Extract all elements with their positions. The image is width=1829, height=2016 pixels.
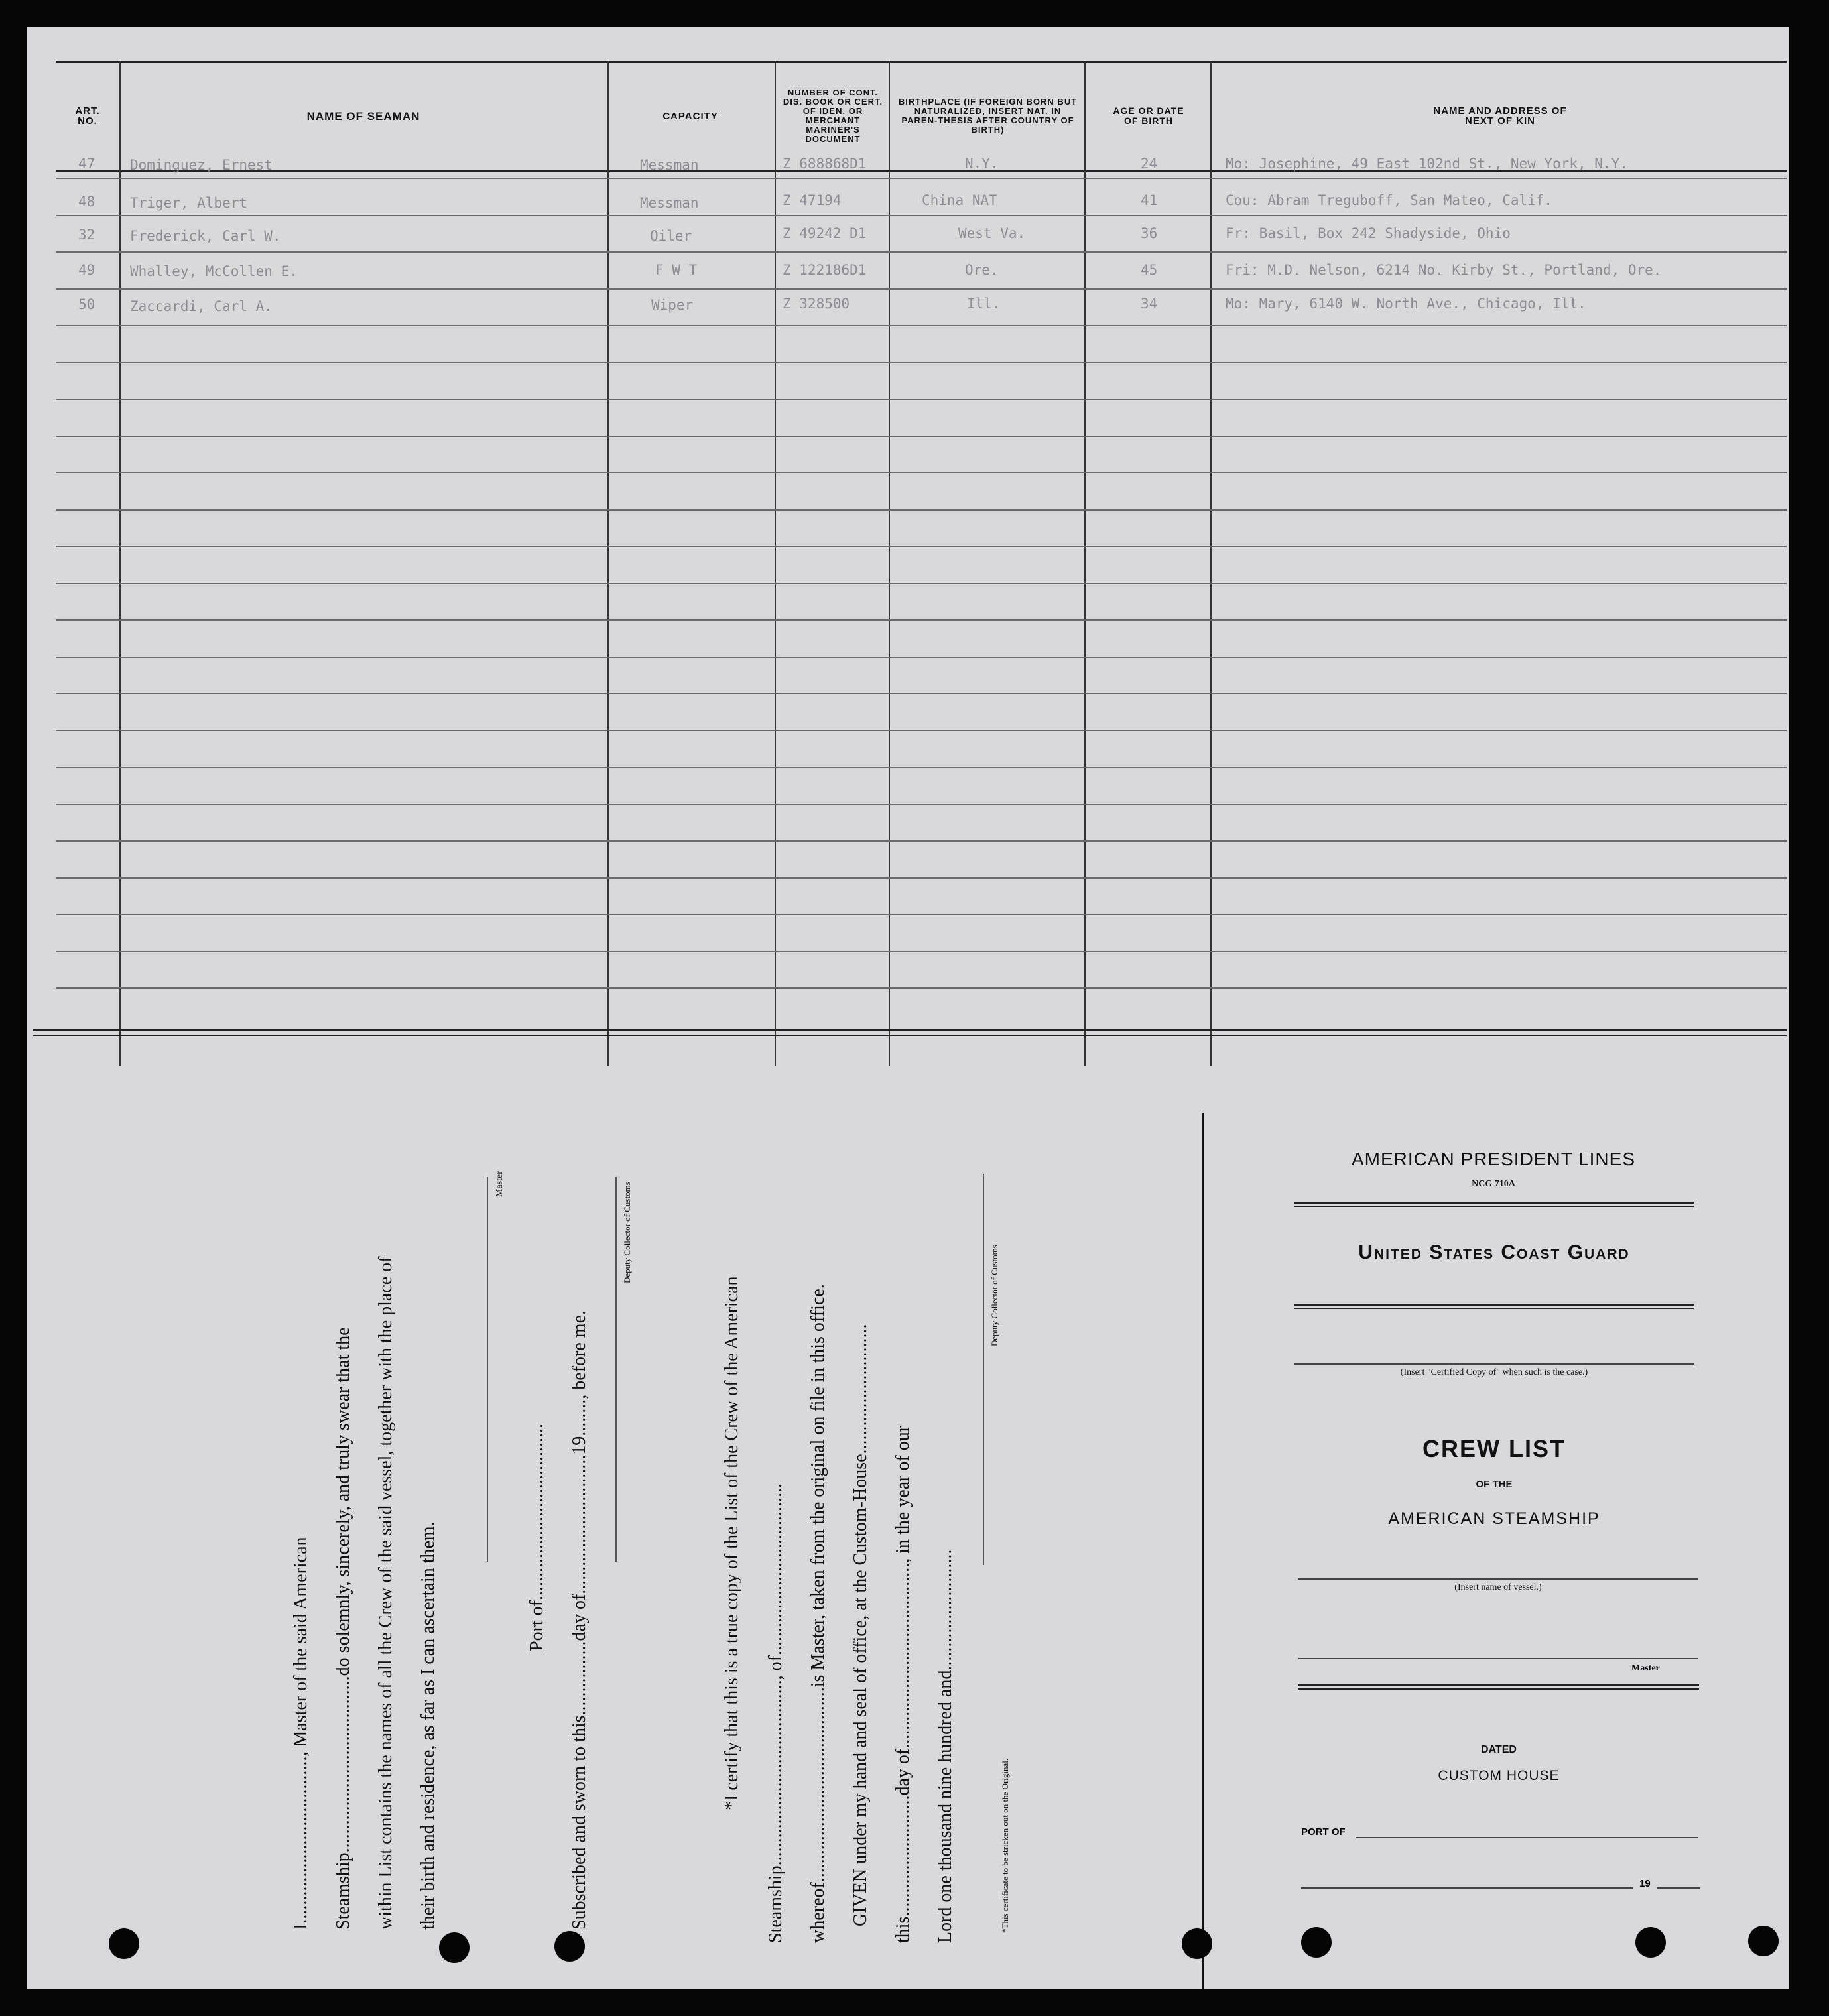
punch-hole	[1635, 1927, 1666, 1958]
row-rule	[56, 288, 1787, 290]
cell-kin: Fri: M.D. Nelson, 6214 No. Kirby St., Portland, Ore.	[1226, 262, 1662, 278]
cell-birthplace: China NAT	[922, 192, 997, 208]
row-rule	[56, 325, 1787, 326]
cell-kin: Cou: Abram Treguboff, San Mateo, Calif.	[1226, 192, 1553, 208]
oath-deputy-signature-line	[615, 1177, 617, 1562]
certificate-deputy-signature-line	[983, 1174, 984, 1565]
cover-rule	[1294, 1202, 1694, 1204]
oath-master-label: Master	[495, 1171, 505, 1197]
col-line	[775, 61, 776, 1066]
cell-kin: Mo: Mary, 6140 W. North Ave., Chicago, Ill.	[1226, 296, 1586, 312]
certificate-line-5: this..........................day of........................................, in the year of our	[893, 1425, 913, 1943]
cover-vessel-note: (Insert name of vessel.)	[1454, 1582, 1542, 1592]
col-line	[607, 61, 609, 1066]
row-rule	[56, 362, 1787, 363]
row-rule	[56, 767, 1787, 768]
cover-of-the: OF THE	[1476, 1479, 1513, 1490]
row-rule	[56, 730, 1787, 731]
header-kin: NAME AND ADDRESS OF NEXT OF KIN	[1433, 105, 1567, 127]
cover-certified-line	[1294, 1363, 1694, 1365]
cover-rule	[1298, 1684, 1699, 1686]
row-rule	[56, 509, 1787, 511]
cell-birthplace: Ore.	[965, 262, 999, 278]
cover-custom-house: CUSTOM HOUSE	[1438, 1768, 1560, 1783]
fold-line	[1202, 1113, 1204, 1989]
cell-age: 45	[1141, 262, 1158, 278]
crew-list-page	[27, 27, 1789, 1989]
oath-master-signature-line	[487, 1177, 488, 1562]
cell-birthplace: N.Y.	[965, 156, 999, 172]
header-capacity: CAPACITY	[662, 110, 718, 122]
cover-master-line	[1298, 1658, 1698, 1659]
col-line	[119, 61, 121, 1066]
cell-birthplace: Ill.	[967, 296, 1001, 312]
row-rule	[56, 215, 1787, 216]
oath-line-2: Steamship......................................do solemnly, sincerely, and truly swear that the	[333, 1327, 353, 1930]
certificate-line-4: GIVEN under my hand and seal of office, at the Custom-House............................	[850, 1324, 871, 1926]
punch-hole	[439, 1932, 470, 1963]
cover-vessel-line	[1298, 1578, 1698, 1580]
cell-name: Whalley, McCollen E.	[130, 263, 298, 279]
cover-agency: United States Coast Guard	[1358, 1241, 1630, 1263]
row-rule	[56, 987, 1787, 989]
cell-kin: Fr: Basil, Box 242 Shadyside, Ohio	[1226, 225, 1511, 241]
row-rule	[56, 804, 1787, 805]
oath-port-line: Port of......................................	[527, 1424, 547, 1651]
cell-capacity: Messman	[640, 195, 699, 211]
cell-document: Z 122186D1	[783, 262, 867, 278]
cover-subtitle: AMERICAN STEAMSHIP	[1388, 1509, 1600, 1528]
cell-capacity: F W T	[655, 262, 698, 278]
punch-hole	[1182, 1928, 1212, 1959]
cell-document: Z 49242 D1	[783, 225, 867, 241]
row-rule	[56, 472, 1787, 473]
cell-kin: Mo: Josephine, 49 East 102nd St., New York, N.Y.	[1226, 156, 1628, 172]
cover-certified-note: (Insert "Certified Copy of" when such is the case.)	[1400, 1367, 1588, 1377]
punch-hole	[1748, 1926, 1779, 1956]
cell-name: Triger, Albert	[130, 195, 248, 211]
cover-port-line	[1356, 1837, 1698, 1838]
oath-sworn-line: Subscribed and sworn to this................day of..............................19........, before me.	[569, 1310, 590, 1930]
header-document: NUMBER OF CONT. DIS. BOOK OR CERT. OF IDEN. OR MERCHANT MARINER'S DOCUMENT	[783, 88, 883, 144]
table-bottom-rule	[33, 1029, 1787, 1031]
certificate-line-2: Steamship........................................, of.....................................	[765, 1483, 786, 1943]
certificate-line-3: whereof..........................................is Master, taken from the original on file in this office.	[808, 1284, 828, 1943]
cover-year-line	[1657, 1887, 1700, 1889]
certificate-deputy-label: Deputy Collector of Customs	[989, 1245, 999, 1346]
oath-line-3: within List contains the names of all the Crew of the said vessel, together with the place of	[375, 1256, 396, 1930]
cover-master-label: Master	[1631, 1663, 1660, 1673]
row-rule	[56, 436, 1787, 437]
row-rule	[56, 657, 1787, 658]
punch-hole	[1301, 1927, 1332, 1958]
cell-age: 41	[1141, 192, 1158, 208]
certificate-footnote: *This certificate to be stricken out on the Original.	[1000, 1758, 1010, 1933]
cell-capacity: Wiper	[651, 297, 694, 313]
row-rule	[56, 951, 1787, 952]
cell-birthplace: West Va.	[958, 225, 1026, 241]
header-name: NAME OF SEAMAN	[306, 109, 420, 123]
cover-rule	[1294, 1206, 1694, 1207]
col-line	[1210, 61, 1212, 1066]
row-rule	[56, 251, 1787, 253]
cell-art: 50	[78, 296, 95, 312]
cell-name: Frederick, Carl W.	[130, 228, 281, 244]
cell-document: Z 328500	[783, 296, 850, 312]
cover-port-of-label: PORT OF	[1301, 1826, 1346, 1838]
certificate-line-1: *I certify that this is a true copy of the List of the Crew of the American	[722, 1276, 742, 1810]
row-rule	[56, 619, 1787, 621]
cover-company: AMERICAN PRESIDENT LINES	[1351, 1149, 1636, 1169]
cell-age: 36	[1141, 225, 1158, 241]
cell-art: 32	[78, 227, 95, 243]
cover-date-line	[1301, 1887, 1633, 1889]
row-rule	[56, 546, 1787, 547]
row-rule	[56, 583, 1787, 584]
cell-art: 49	[78, 262, 95, 278]
cell-document: Z 688868D1	[783, 156, 867, 172]
punch-hole	[554, 1931, 585, 1962]
col-line	[1084, 61, 1086, 1066]
cell-capacity: Messman	[640, 157, 699, 173]
row-rule	[56, 840, 1787, 842]
cell-capacity: Oiler	[650, 228, 692, 244]
row-rule	[56, 178, 1787, 179]
row-rule	[56, 693, 1787, 694]
header-birthplace: BIRTHPLACE (IF FOREIGN BORN BUT NATURALIZED, INSERT NAT. IN PAREN-THESIS AFTER COUNTRY OF BIRTH)	[898, 97, 1078, 135]
cover-rule	[1294, 1308, 1694, 1309]
cover-title: CREW LIST	[1422, 1435, 1566, 1462]
table-bottom-rule	[33, 1035, 1787, 1036]
cell-document: Z 47194	[783, 192, 842, 208]
cell-art: 48	[78, 194, 95, 210]
col-line	[889, 61, 890, 1066]
header-age: AGE OR DATE OF BIRTH	[1113, 105, 1184, 126]
row-rule	[56, 877, 1787, 879]
cell-name: Dominguez, Ernest	[130, 157, 273, 173]
cell-art: 47	[78, 156, 95, 172]
cover-form-number: NCG 710A	[1472, 1179, 1515, 1189]
row-rule	[56, 914, 1787, 915]
oath-line-4: their birth and residence, as far as I can ascertain them.	[418, 1521, 438, 1930]
cell-name: Zaccardi, Carl A.	[130, 298, 273, 314]
punch-hole	[109, 1928, 139, 1959]
oath-deputy-label: Deputy Collector of Customs	[622, 1182, 632, 1283]
cover-rule	[1294, 1304, 1694, 1306]
cover-dated: DATED	[1481, 1744, 1517, 1755]
header-art-no: ART. NO.	[75, 105, 100, 127]
cell-age: 24	[1141, 156, 1158, 172]
cell-age: 34	[1141, 296, 1158, 312]
cover-rule	[1298, 1688, 1699, 1690]
row-rule	[56, 399, 1787, 400]
certificate-line-6: Lord one thousand nine hundred and..........................	[935, 1549, 956, 1943]
cover-year-label: 19	[1639, 1878, 1651, 1889]
oath-line-1: I...................................., Master of the said American	[290, 1537, 311, 1930]
